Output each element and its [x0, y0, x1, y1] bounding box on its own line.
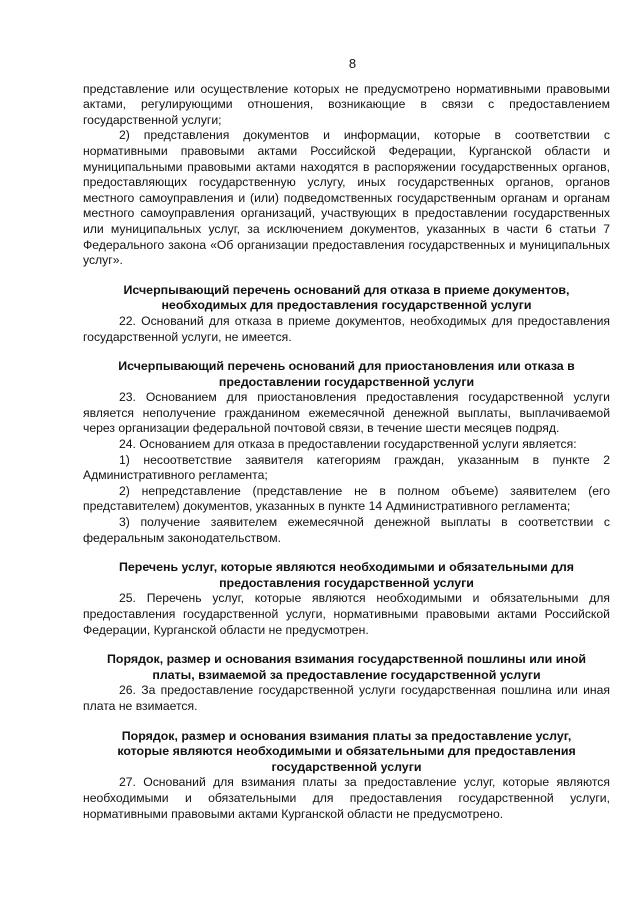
page-number: 8	[348, 56, 357, 71]
heading-required-services: Перечень услуг, которые являются необходимыми и обязательными для предоставления государственной услуги	[118, 560, 575, 590]
paragraph-item-2: 2) представления документов и информации, которые в соответствии с нормативными правовыми актами Российской Федерации, Курганской области и муниципальными правовыми актами находятся в распоряжении государственных органов, предоставляющих государственную услугу, иных государственных органов, органов местного самоуправления и (или) подведомственных государственным органам и органам местного самоуправления организаций, участвующих в предоставлении государственных или муниципальных услуг, за исключением документов, указанных в части 6 статьи 7 Федерального закона «Об организации предоставления государственных и муниципальных услуг».	[83, 128, 610, 268]
section-gap	[83, 715, 610, 729]
section-gap	[83, 269, 610, 283]
section-gap	[83, 638, 610, 652]
section-gap	[83, 345, 610, 359]
paragraph-24: 24. Основанием для отказа в предоставлении государственной услуги является:	[119, 437, 577, 452]
paragraph-23: 23. Основанием для приостановления предоставления государственной услуги является неполучение гражданином ежемесячной денежной выплаты, выплачиваемой через организации федеральной почтовой связи, в течение шести месяцев подряд.	[83, 390, 610, 436]
paragraph-24-item-2: 2) непредставление (представление не в полном объеме) заявителем (его представителем) документов, указанных в пункте 14 Административного регламента;	[83, 483, 610, 514]
section-gap	[83, 546, 610, 560]
paragraph-24-item-1: 1) несоответствие заявителя категориям граждан, указанным в пункте 2 Административного регламента;	[83, 452, 610, 483]
paragraph-24-item-3: 3) получение заявителем ежемесячной денежной выплаты в соответствии с федеральным законодательством.	[83, 515, 610, 545]
paragraph-22: 22. Оснований для отказа в приеме документов, необходимых для предоставления государственной услуги, не имеется.	[83, 313, 610, 344]
paragraph-26: 26. За предоставление государственной услуги государственная пошлина или иная плата не взимается.	[83, 683, 610, 713]
paragraph-25: 25. Перечень услуг, которые являются необходимыми и обязательными для предоставления государственной услуги, нормативными правовыми актами Российской Федерации, Курганской области не предусмотрен.	[83, 591, 610, 637]
heading-suspension-refusal: Исчерпывающий перечень оснований для приостановления или отказа в предоставлении государственной услуги	[118, 359, 575, 389]
paragraph-intro: представление или осуществление которых не предусмотрено нормативными правовыми актами, регулирующими отношения, возникающие в связи с предоставлением государственной услуги;	[83, 81, 610, 127]
document-page	[83, 56, 610, 822]
heading-state-fee: Порядок, размер и основания взимания государственной пошлины или иной платы, взимаемой за предоставление государственной услуги	[106, 652, 587, 682]
heading-refusal-documents: Исчерпывающий перечень оснований для отказа в приеме документов, необходимых для предоставления государственной услуги	[123, 282, 570, 313]
paragraph-27: 27. Оснований для взимания платы за предоставление услуг, которые являются необходимыми и обязательными для предоставления государственной услуги, нормативными правовыми актами Курганской области не предусмотрено.	[83, 775, 610, 821]
heading-fee-required-services: Порядок, размер и основания взимания платы за предоставление услуг, которые являются необходимыми и обязательными для предоставления государственной услуги	[117, 728, 576, 774]
